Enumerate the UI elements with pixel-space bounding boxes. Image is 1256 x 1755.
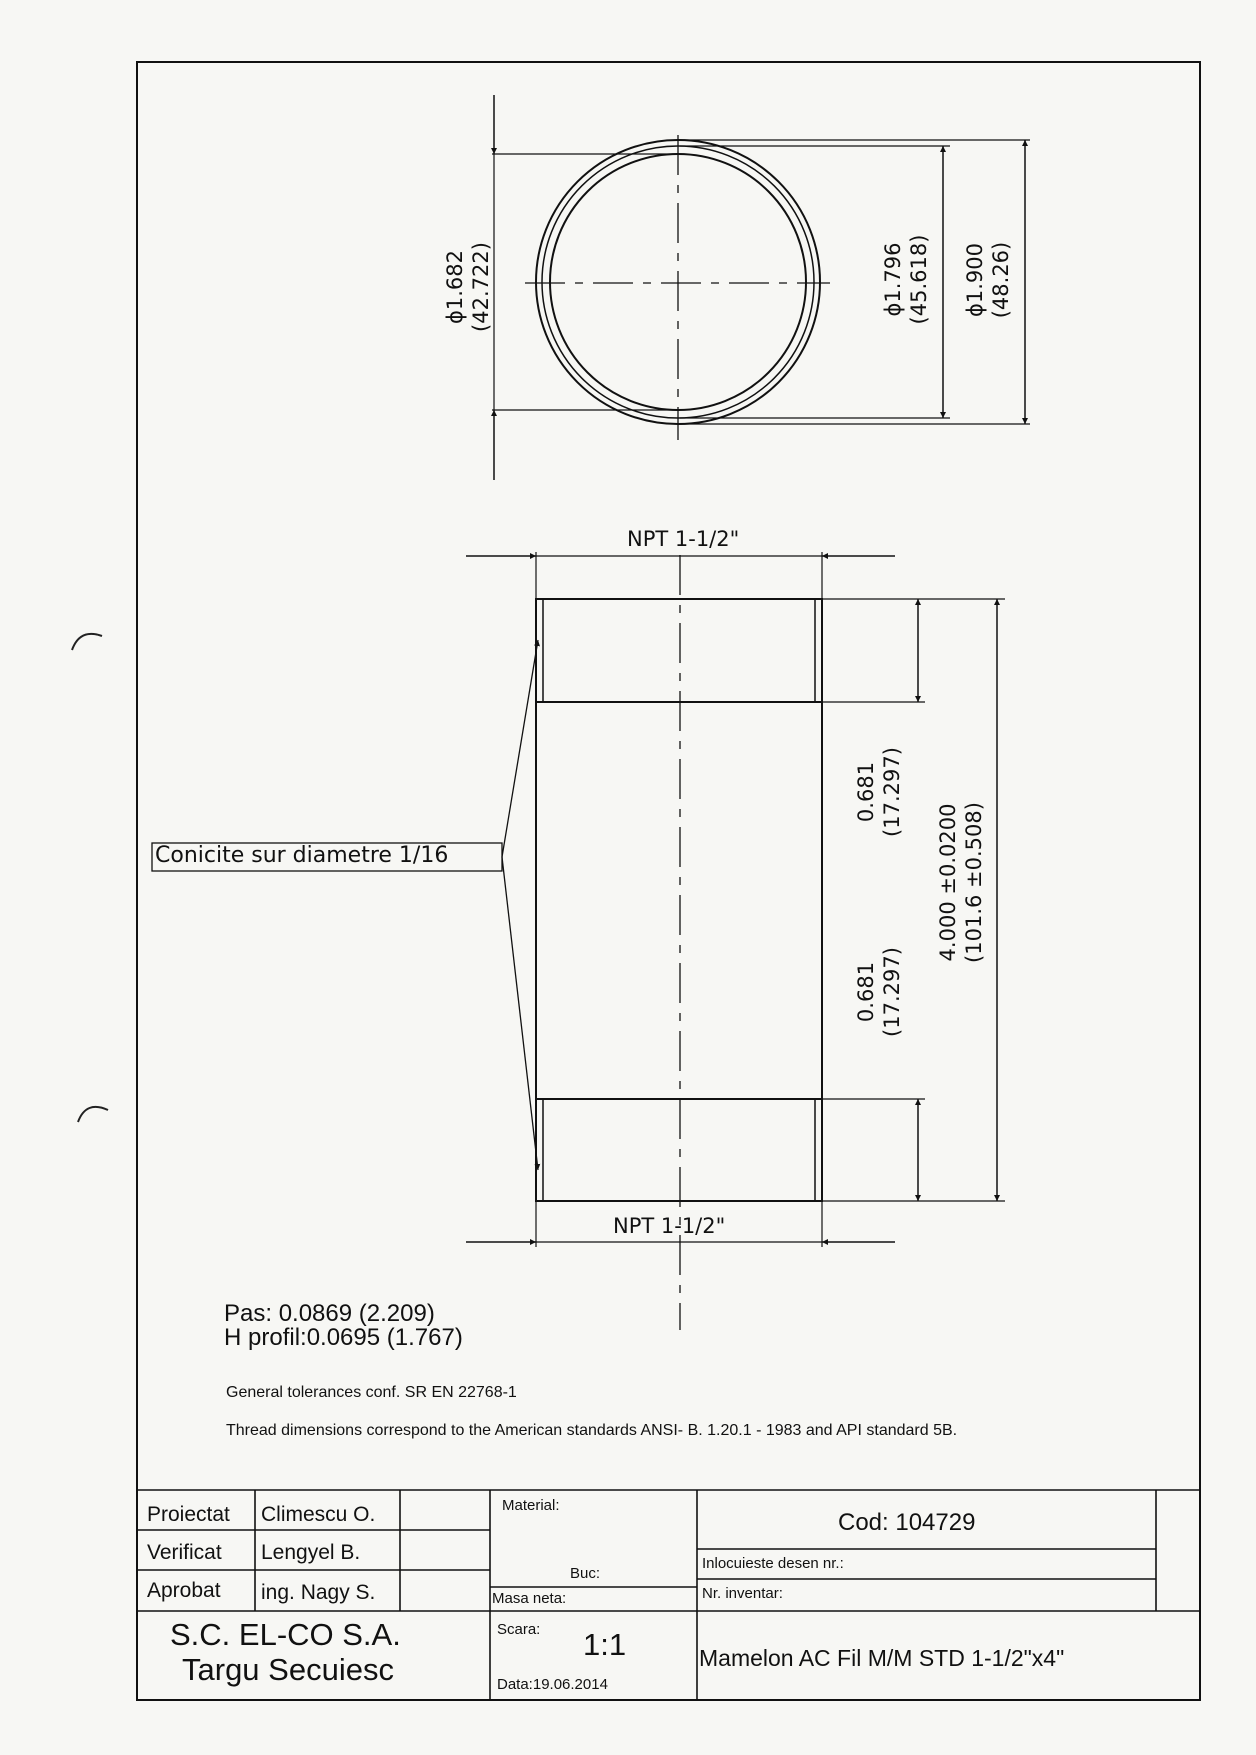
part-outline: [536, 599, 822, 1201]
dim-inner-metric: (42.722): [469, 242, 493, 332]
taper-leader-bottom: [502, 857, 538, 1170]
dim-outer-metric: (48.26): [989, 241, 1013, 319]
company-city: Targu Secuiesc: [182, 1652, 394, 1687]
note-pas: Pas: 0.0869 (2.209): [224, 1300, 435, 1327]
verificat-label: Verificat: [147, 1541, 222, 1564]
scale-value: 1:1: [583, 1627, 627, 1662]
dim-mid-metric: (45.618): [907, 234, 931, 325]
thread-top-value: 0.681: [854, 761, 878, 823]
dim-label-total: [935, 790, 987, 975]
verificat-name: Lengyel B.: [261, 1541, 361, 1564]
scara-label: Scara:: [497, 1621, 541, 1638]
top-view: [492, 95, 1030, 480]
dim-label-mid: [880, 222, 932, 337]
inlocuieste-label: Inlocuieste desen nr.:: [702, 1555, 844, 1572]
note-h-profil: H profil:0.0695 (1.767): [224, 1324, 463, 1351]
masa-label: Masa neta:: [492, 1590, 567, 1607]
aprobat-name: ing. Nagy S.: [261, 1581, 376, 1604]
company-name: S.C. EL-CO S.A.: [170, 1617, 401, 1652]
part-name: Mamelon AC Fil M/M STD 1-1/2"x4": [699, 1645, 1065, 1671]
dim-inner-value: ϕ1.682: [443, 250, 467, 324]
total-value: 4.000 ±0.0200: [936, 803, 960, 962]
note-tolerances: General tolerances conf. SR EN 22768-1: [226, 1384, 517, 1401]
inventar-label: Nr. inventar:: [702, 1585, 783, 1602]
proiectat-name: Climescu O.: [261, 1503, 376, 1526]
dim-outer-value: ϕ1.900: [963, 243, 987, 317]
punch-mark-bottom: [78, 1107, 108, 1122]
dim-mid-value: ϕ1.796: [881, 242, 905, 317]
dim-label-thread-bottom: [853, 942, 905, 1042]
thread-top-metric: (17.297): [880, 747, 904, 837]
dim-label-inner: [442, 237, 494, 337]
punch-mark-top: [72, 634, 102, 650]
material-label: Material:: [502, 1497, 560, 1514]
npt-top-label: NPT 1-1/2": [627, 527, 740, 551]
total-metric: (101.6 ±0.508): [962, 802, 986, 963]
taper-leader-top: [502, 640, 538, 857]
buc-label: Buc:: [570, 1565, 601, 1582]
dim-label-thread-top: [853, 742, 905, 842]
side-view: [152, 552, 1005, 1330]
thread-bottom-metric: (17.297): [880, 947, 904, 1037]
taper-note: Conicite sur diametre 1/16: [155, 843, 449, 868]
cod-value: Cod: 104729: [838, 1509, 976, 1536]
aprobat-label: Aprobat: [147, 1579, 221, 1602]
date-value: Data:19.06.2014: [497, 1676, 608, 1693]
dim-label-outer: [962, 230, 1014, 330]
npt-bottom-label: NPT 1-1/2": [613, 1214, 726, 1238]
note-thread-std: Thread dimensions correspond to the American standards ANSI- B. 1.20.1 - 1983 and API standard 5B.: [226, 1422, 958, 1439]
proiectat-label: Proiectat: [147, 1503, 230, 1526]
drawing-border: [137, 62, 1200, 1700]
thread-bottom-value: 0.681: [854, 961, 878, 1023]
